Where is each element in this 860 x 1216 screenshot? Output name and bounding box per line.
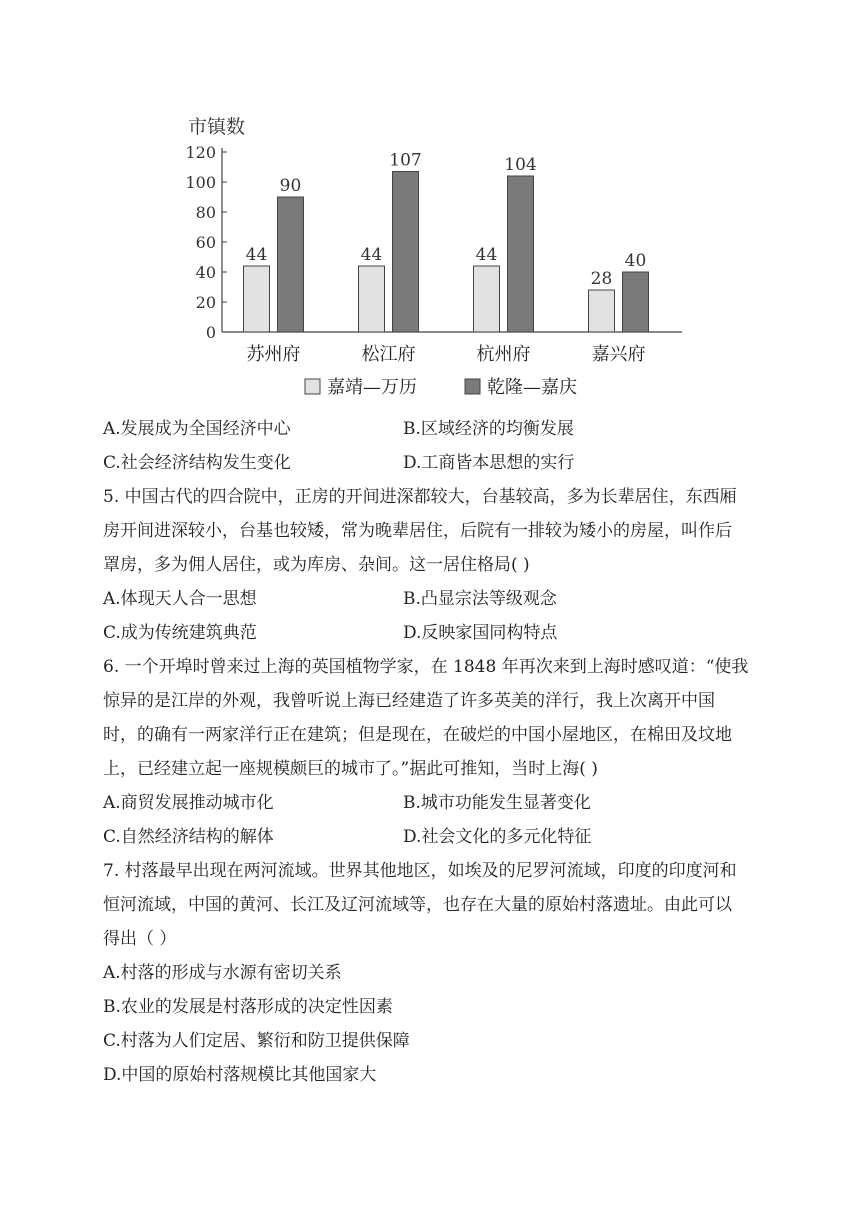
bar [278,197,304,332]
x-tick-label: 苏州府 [246,344,301,365]
bar [623,272,649,332]
bar [244,266,270,332]
q6-option-a[interactable]: A.商贸发展推动城市化 [103,793,274,813]
y-tick-label: 100 [185,173,216,192]
data-label: 44 [245,245,268,265]
x-tick-label: 松江府 [361,344,416,365]
q7-option-a[interactable]: A.村落的形成与水源有密切关系 [103,963,342,983]
y-axis-label: 市镇数 [188,116,246,138]
x-tick-label: 嘉兴府 [591,344,646,365]
data-label: 28 [590,269,613,289]
q5-stem-line: 房开间进深较小，台基也较矮，常为晚辈居住，后院有一排较为矮小的房屋，叫作后 [103,521,732,541]
q5-stem-line: 罩房，多为佣人居住，或为库房、杂间。这一居住格局( ) [103,555,530,575]
q4-option-a[interactable]: A.发展成为全国经济中心 [103,419,291,439]
q4-option-c[interactable]: C.社会经济结构发生变化 [103,453,291,473]
data-label: 40 [624,251,647,271]
q6-stem-line: 上，已经建立起一座规模颇巨的城市了。”据此可推知，当时上海( ) [103,759,598,779]
q7-option-c[interactable]: C.村落为人们定居、繁衍和防卫提供保障 [103,1031,410,1051]
y-tick-label: 20 [195,293,216,312]
data-label: 107 [389,150,422,171]
legend-label: 嘉靖—万历 [327,377,417,398]
q5-option-b[interactable]: B.凸显宗法等级观念 [403,589,557,609]
q6-option-d[interactable]: D.社会文化的多元化特征 [403,827,592,847]
bar [393,172,419,333]
bar [589,290,615,332]
y-tick-label: 120 [185,143,216,162]
q5-option-c[interactable]: C.成为传统建筑典范 [103,623,257,643]
q4-option-b[interactable]: B.区域经济的均衡发展 [403,419,574,439]
q5-option-a[interactable]: A.体现天人合一思想 [103,589,257,609]
q7-stem-line: 恒河流域，中国的黄河、长江及辽河流域等，也存在大量的原始村落遗址。由此可以 [103,895,732,915]
q7-stem-line: 得出（ ） [103,929,177,949]
legend-swatch [465,379,480,394]
legend-swatch [305,379,320,394]
bar [474,266,500,332]
q6-option-c[interactable]: C.自然经济结构的解体 [103,827,274,847]
q6-option-b[interactable]: B.城市功能发生显著变化 [403,793,591,813]
q6-stem-line: 惊异的是江岸的外观，我曾听说上海已经建造了许多英美的洋行，我上次离开中国 [103,691,715,711]
data-label: 90 [279,176,302,196]
bar [359,266,385,332]
data-label: 104 [504,155,537,175]
bar [508,176,534,332]
y-tick-label: 80 [195,203,216,222]
q6-stem-line: 时，的确有一两家洋行正在建筑；但是现在，在破烂的中国小屋地区，在棉田及坟地 [103,725,732,745]
q7-option-d[interactable]: D.中国的原始村落规模比其他国家大 [103,1065,377,1085]
y-tick-label: 0 [205,323,216,342]
q4-option-d[interactable]: D.工商皆本思想的实行 [403,453,575,473]
q5-stem-line: 5. 中国古代的四合院中，正房的开间进深都较大，台基较高，多为长辈居住，东西厢 [103,487,737,507]
x-tick-label: 杭州府 [476,344,531,365]
q6-stem-line: 6. 一个开埠时曾来过上海的英国植物学家，在 1848 年再次来到上海时感叹道：“使我 [103,657,749,677]
data-label: 44 [360,245,383,265]
q7-stem-line: 7. 村落最早出现在两河流域。世界其他地区，如埃及的尼罗河流域，印度的印度河和 [103,861,737,881]
data-label: 44 [475,245,498,265]
bar-chart [170,105,700,405]
q7-option-b[interactable]: B.农业的发展是村落形成的决定性因素 [103,997,393,1017]
y-tick-label: 40 [195,263,216,282]
q5-option-d[interactable]: D.反映家国同构特点 [403,623,558,643]
y-tick-label: 60 [195,233,216,252]
legend-label: 乾隆—嘉庆 [487,377,577,398]
chart-bars [244,151,649,366]
chart-legend [305,377,577,398]
